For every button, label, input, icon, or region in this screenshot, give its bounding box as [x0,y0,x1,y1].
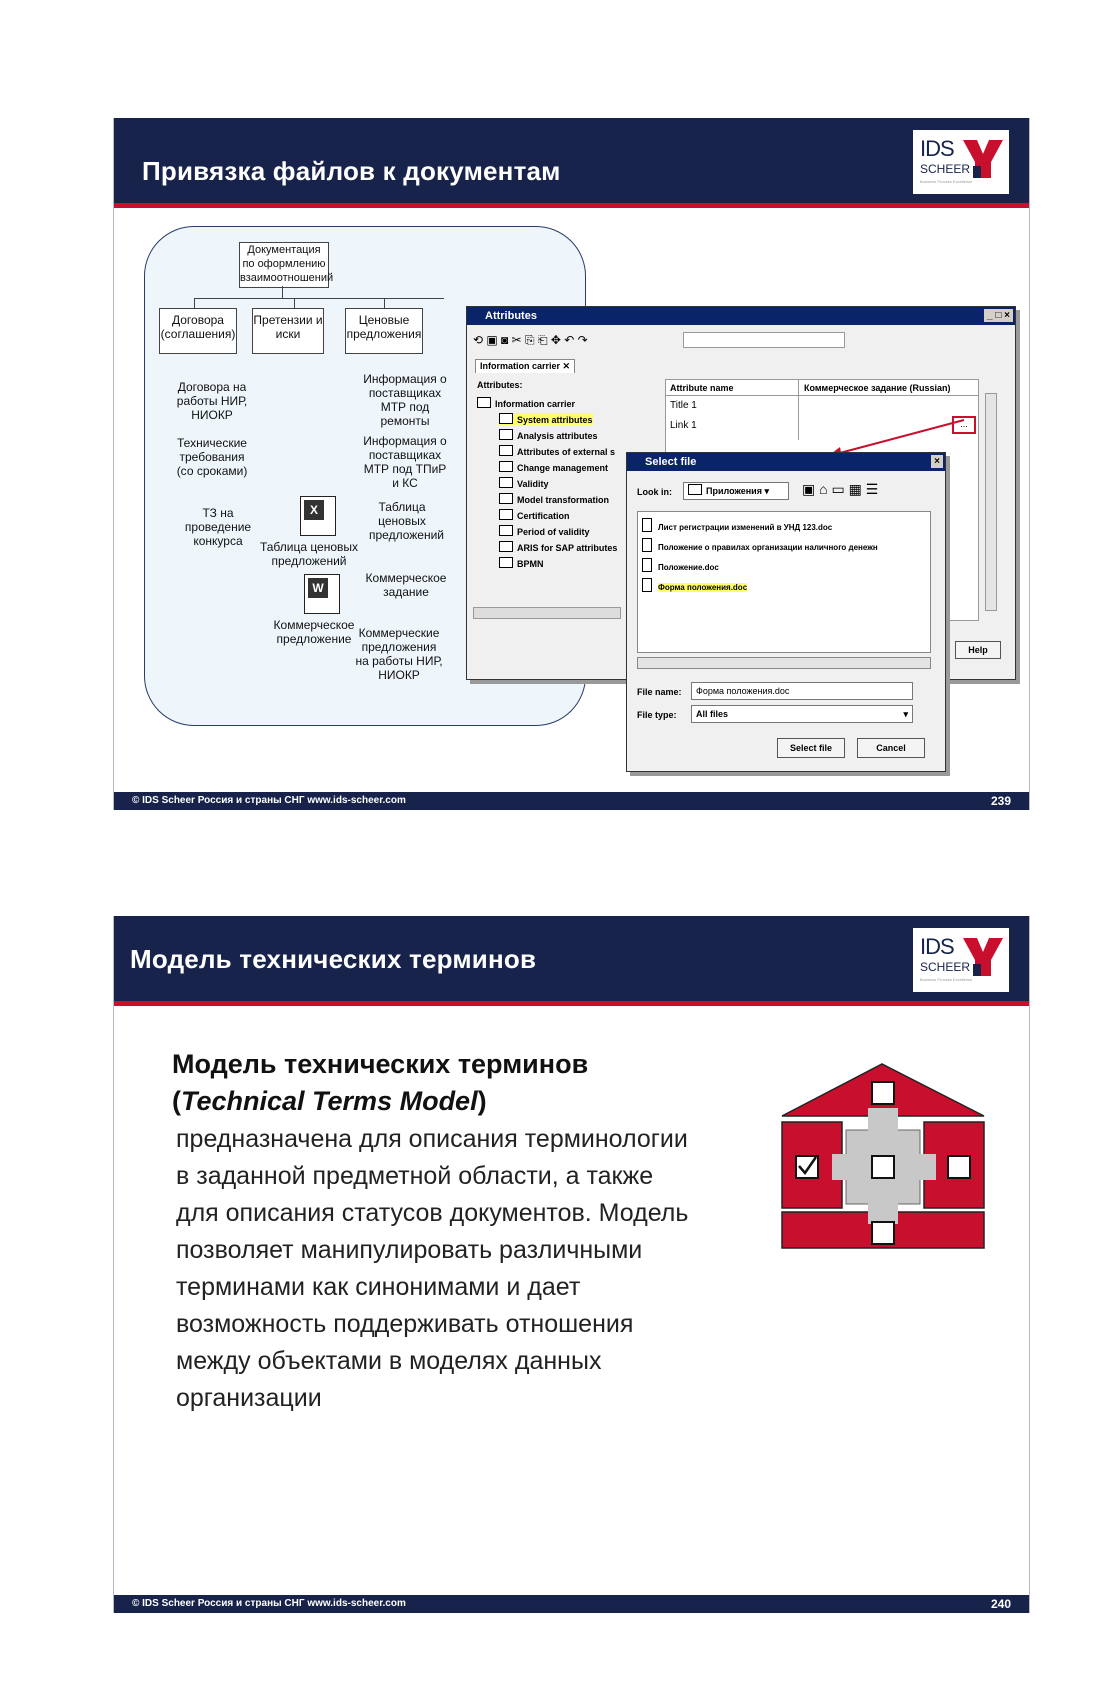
file-list [637,511,931,653]
diagram-root: Документация по оформлению взаимоотношений [239,242,329,288]
tree-item[interactable]: BPMN [499,557,544,569]
excel-file-label: Таблица ценовых предложений [259,540,359,568]
tree-item[interactable]: Change management [499,461,608,473]
tree-item[interactable]: Period of validity [499,525,590,537]
file-type-label: File type: [637,710,677,720]
ids-scheer-logo: IDS SCHEER Business Process Excellence [913,928,1009,992]
logo-mark-icon [963,140,1003,178]
ids-scheer-logo: IDS SCHEER Business Process Excellence [913,130,1009,194]
file-name-input[interactable]: Форма положения.doc [691,682,913,700]
item-tender-tz: ТЗ на проведение конкурса [184,506,252,548]
cancel-button[interactable]: Cancel [857,738,925,758]
file-item[interactable]: Лист регистрации изменений в УНД 123.doc [642,518,832,532]
tree-item[interactable]: Attributes of external s [499,445,615,457]
logo-mark-icon [963,938,1003,976]
slide-footer: © IDS Scheer Россия и страны СНГ www.ids-scheer.com 239 [114,792,1029,810]
tree-item[interactable]: Information carrier [477,397,575,409]
select-file-titlebar: Select file × [627,453,945,471]
file-item-selected[interactable]: Форма положения.doc [642,578,747,592]
category-price-offers: Ценовые предложения [345,308,423,354]
content-body: предназначена для описания терминологии в заданной предметной области, а также для описания статусов документов. Модель позволяет манипулировать различными терминами как синонимами и дает возможность поддерживать отношения между объектами в моделях данных организации [176,1125,689,1412]
look-in-select[interactable]: Приложения ▾ [683,482,789,500]
file-name-label: File name: [637,687,682,697]
slide-title: Привязка файлов к документам [142,156,561,186]
toolbar-field[interactable] [683,332,845,348]
tree-item[interactable]: Model transformation [499,493,609,505]
tree-item[interactable]: System attributes [499,413,593,425]
excel-file-icon: X [300,496,336,536]
tree-item[interactable]: Analysis attributes [499,429,598,441]
tree-scrollbar[interactable] [473,607,621,619]
tree-item[interactable]: Certification [499,509,570,521]
close-icon[interactable]: × [931,455,943,468]
content-heading: Модель технических терминов (Technical Terms Model) [172,1049,589,1116]
item-price-table: Таблица ценовых предложений [369,500,444,542]
item-commercial-offers: Коммерческие предложения на работы НИР, НИОКР [355,626,443,682]
row-title-1[interactable]: Title 1 [670,400,697,411]
item-suppliers-repair: Информация о поставщиках МТР под ремонты [363,372,447,428]
dialog-toolbar-icons[interactable]: ▣ ⌂ ▭ ▦ ☰ [802,481,879,497]
word-file-icon: W [304,574,340,614]
item-suppliers-tpir: Информация о поставщиках МТР под ТПиР и КС [363,434,447,490]
page-number: 239 [990,794,1011,808]
item-commercial-task: Коммерческое задание [365,571,447,599]
attributes-label: Attributes: [477,380,523,390]
column-russian: Коммерческое задание (Russian) [804,383,951,393]
slide-header [114,916,1029,1006]
attributes-tree [477,393,627,603]
select-file-button[interactable]: Select file [777,738,845,758]
slide-footer: © IDS Scheer Россия и страны СНГ www.ids-scheer.com 240 [114,1595,1029,1613]
item-tech-requirements: Технические требования (со сроками) [176,436,248,478]
slide-240 [113,916,1030,1613]
file-type-select[interactable]: All files ▾ [691,705,913,723]
help-button[interactable]: Help [955,641,1001,659]
category-contracts: Договора (соглашения) [159,308,237,354]
attributes-titlebar: Attributes _ □ × [467,307,1015,325]
tree-item[interactable]: ARIS for SAP attributes [499,541,617,553]
slide-239 [113,118,1030,810]
file-item[interactable]: Положение.doc [642,558,719,572]
technical-terms-model-icon [778,1060,988,1266]
item-contracts-nir: Договора на работы НИР, НИОКР [176,380,248,422]
column-attribute-name: Attribute name [670,383,734,393]
attributes-toolbar [473,331,1003,349]
select-file-dialog [626,452,946,772]
file-list-scrollbar[interactable] [637,657,931,669]
toolbar-icons[interactable]: ⟲ ▣ ◙ ✂ ⎘ ⎗ ✥ ↶ ↷ [473,333,588,347]
slide-title: Модель технических терминов [130,944,537,974]
page-number: 240 [990,1597,1011,1611]
word-file-label: Коммерческое предложение [273,618,355,646]
slide-header [114,118,1029,208]
browse-button[interactable]: ... [952,416,976,434]
window-controls[interactable]: _ □ × [984,309,1013,322]
tree-item[interactable]: Validity [499,477,549,489]
table-scrollbar[interactable] [985,393,997,611]
tab-information-carrier[interactable]: Information carrier ✕ [475,359,575,373]
file-item[interactable]: Положение о правилах организации наличного денежн [642,538,878,552]
category-claims: Претензии и иски [252,308,324,354]
look-in-label: Look in: [637,487,672,497]
row-link-1[interactable]: Link 1 [670,420,697,431]
